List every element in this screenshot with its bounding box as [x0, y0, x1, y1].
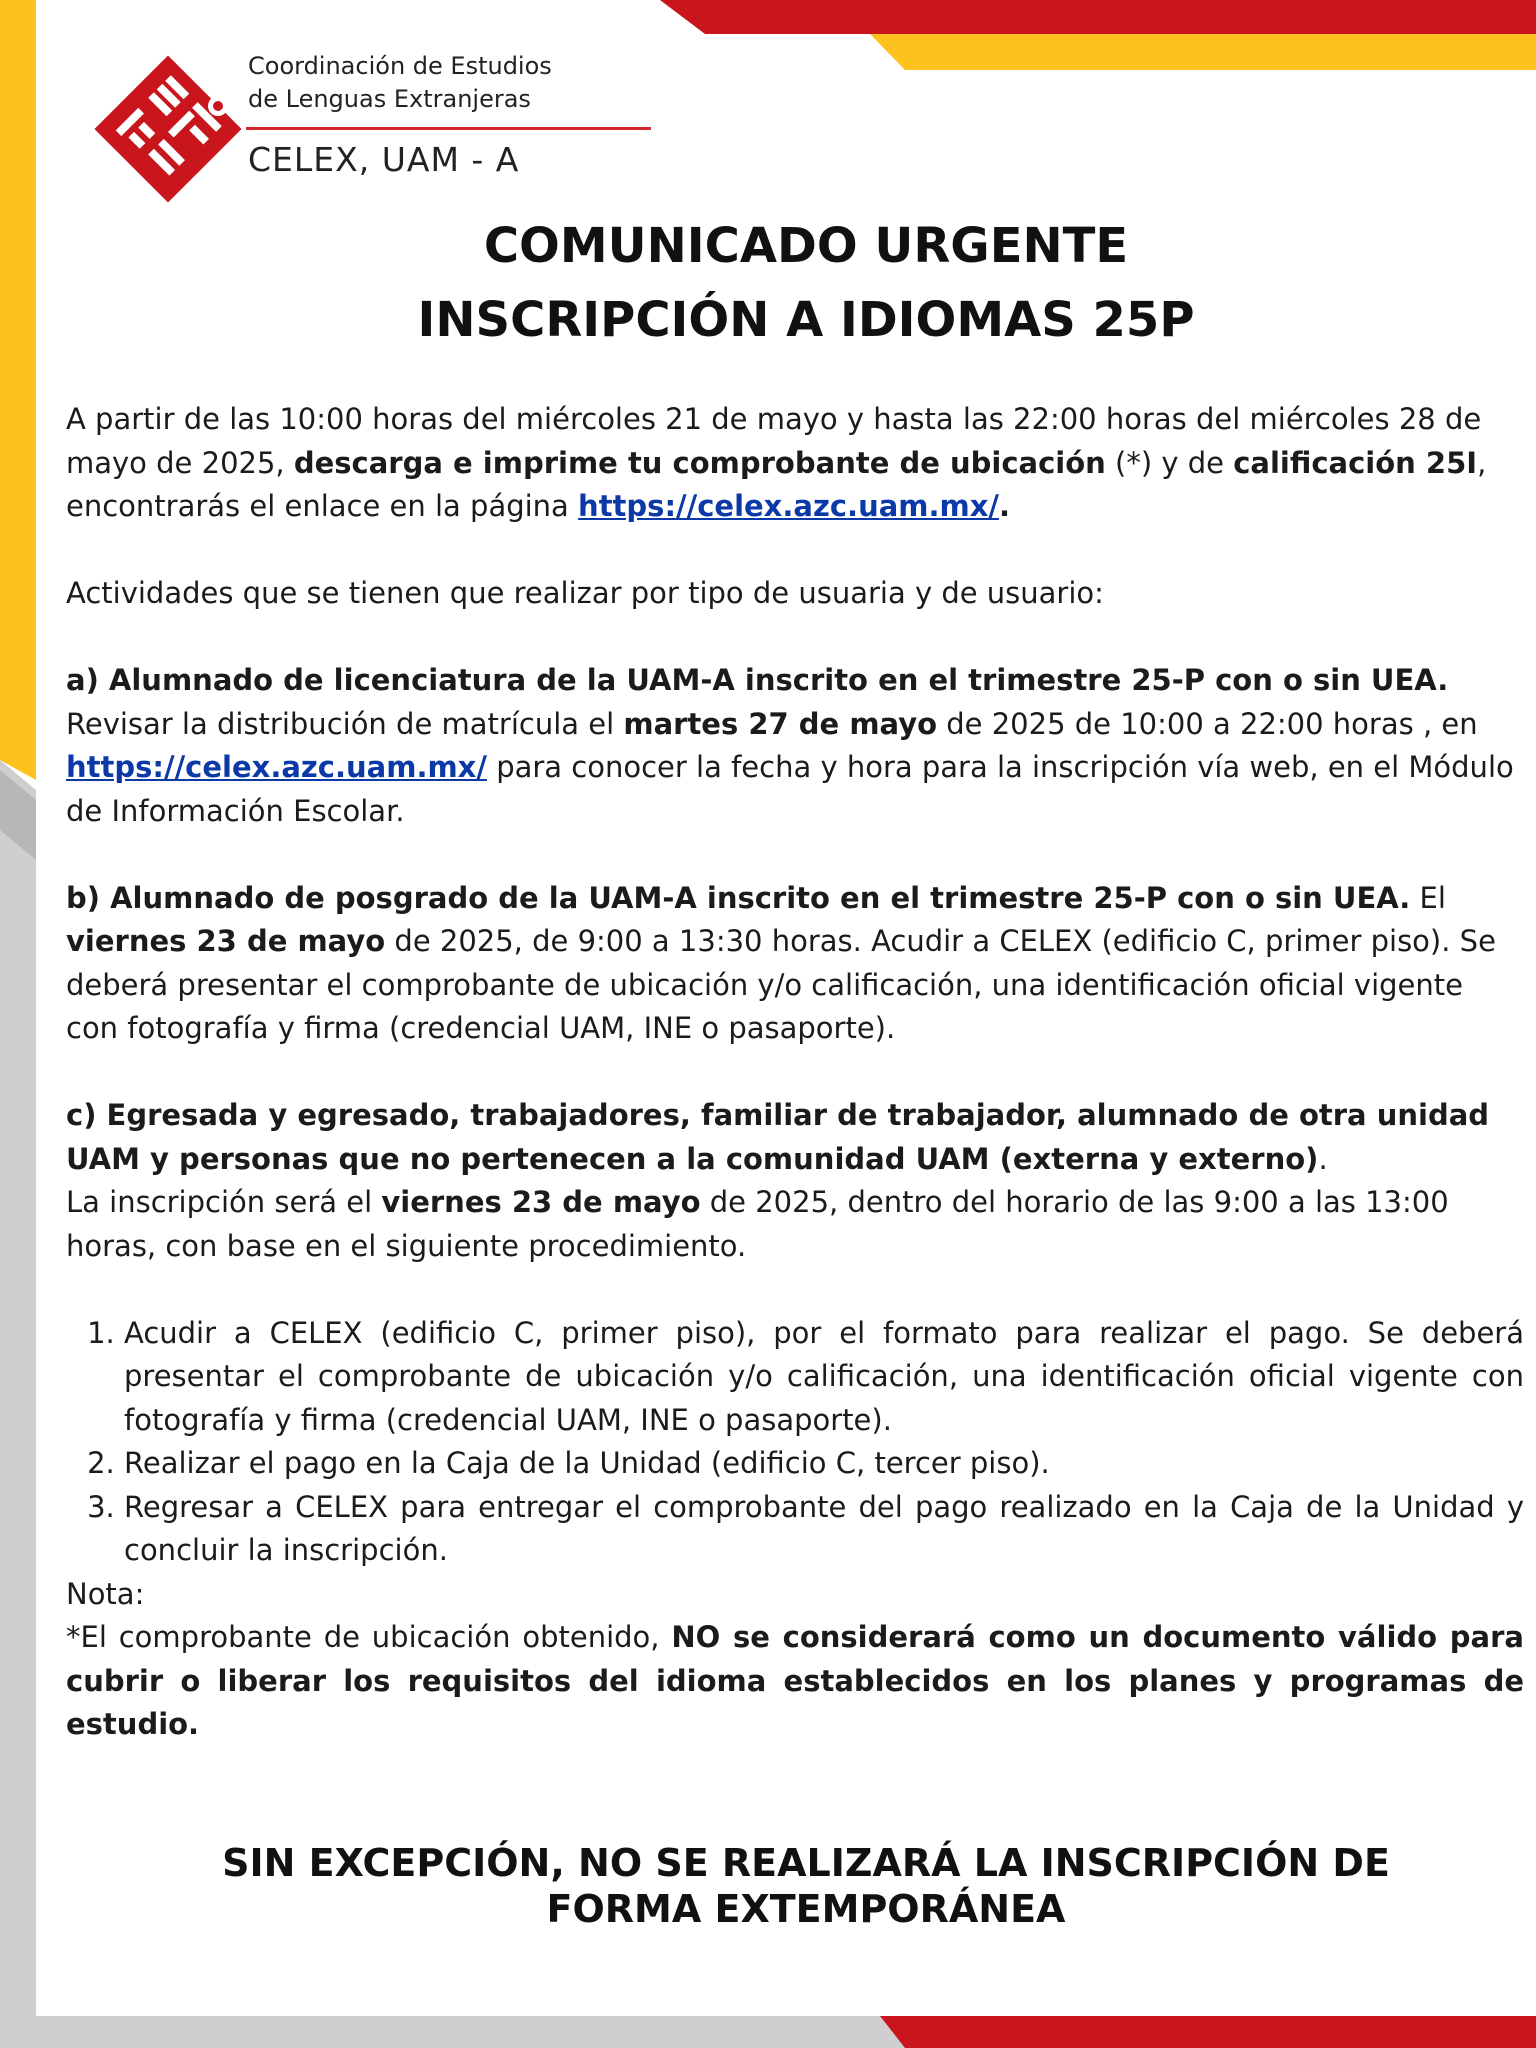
note-text: *El comprobante de ubicación obtenido, NO se considerará como un documento válido para cubrir o liberar los requisitos del idioma establecidos en los planes y programas de estudio.: [66, 1620, 1524, 1741]
section-b: b) Alumnado de posgrado de la UAM-A inscrito en el trimestre 25-P con o sin UEA. El viernes 23 de mayo de 2025, de 9:00 a 13:30 horas. Acudir a CELEX (edificio C, primer piso). Se deberá presentar el comprobante de ubicación y/o calificación, una identificación oficial vigente con fotografía y firma (credencial UAM, INE o pasaporte).: [66, 880, 1496, 1045]
org-name-line2: de Lenguas Extranjeras: [248, 85, 531, 113]
left-yellow-band: [0, 0, 36, 780]
org-short-name: CELEX, UAM - A: [248, 140, 520, 179]
list-item: 1. Acudir a CELEX (edificio C, primer piso), por el formato para realizar el pago. Se deberá presentar el comprobante de ubicación y/o calificación, una identificación oficial vigente con fotografía y firma (credencial UAM, INE o pasaporte).: [124, 1312, 1524, 1443]
celex-link-a[interactable]: https://celex.azc.uam.mx/: [66, 750, 487, 784]
footer-line2: FORMA EXTEMPORÁNEA: [546, 1887, 1066, 1931]
title-line2: INSCRIPCIÓN A IDIOMAS 25P: [417, 292, 1195, 348]
section-b-heading: b) Alumnado de posgrado de la UAM-A inscrito en el trimestre 25-P con o sin UEA.: [66, 880, 1411, 915]
celex-link[interactable]: https://celex.azc.uam.mx/: [578, 489, 1000, 523]
header-logo: [88, 50, 588, 200]
activities-intro: Actividades que se tienen que realizar por tipo de usuaria y de usuario:: [66, 576, 1104, 610]
top-yellow-stripe: [870, 34, 1536, 70]
section-a-heading: a) Alumnado de licenciatura de la UAM-A inscrito en el trimestre 25-P con o sin UEA.: [66, 663, 1449, 697]
intro-paragraph: A partir de las 10:00 horas del miércoles 21 de mayo y hasta las 22:00 horas del miércoles 28 de mayo de 2025, descarga e imprime tu comprobante de ubicación (*) y de calificación 25I, encontrarás el enlace en la página https://celex.azc.uam.mx/.: [66, 402, 1487, 523]
org-name-line1: Coordinación de Estudios: [248, 52, 552, 80]
list-item: 2. Realizar el pago en la Caja de la Unidad (edificio C, tercer piso).: [124, 1442, 1524, 1486]
org-divider: [246, 127, 651, 130]
section-c: c) Egresada y egresado, trabajadores, familiar de trabajador, alumnado de otra unidad UAM y personas que no pertenecen a la comunidad UAM (externa y externo). La inscripción será el viernes 23 de mayo de 2025, dentro del horario de las 9:00 a las 13:00 horas, con base en el siguiente procedimiento.: [66, 1098, 1490, 1263]
footer-line1: SIN EXCEPCIÓN, NO SE REALIZARÁ LA INSCRIPCIÓN DE: [222, 1841, 1390, 1885]
section-c-heading: c) Egresada y egresado, trabajadores, familiar de trabajador, alumnado de otra unidad UAM y personas que no pertenecen a la comunidad UAM (externa y externo): [66, 1098, 1490, 1176]
celex-logo-icon: [88, 54, 248, 204]
top-red-stripe: [660, 0, 1536, 34]
section-a: a) Alumnado de licenciatura de la UAM-A inscrito en el trimestre 25-P con o sin UEA. Revisar la distribución de matrícula el martes 27 de mayo de 2025 de 10:00 a 22:00 horas , en https://celex.azc.uam.mx/ para conocer la fecha y hora para la inscripción vía web, en el Módulo de Información Escolar.: [66, 663, 1514, 828]
title-line1: COMUNICADO URGENTE: [483, 218, 1129, 274]
main-content: [66, 398, 1524, 1747]
procedure-steps: [66, 1312, 1524, 1573]
list-item: 3. Regresar a CELEX para entregar el comprobante del pago realizado en la Caja de la Unidad y concluir la inscripción.: [124, 1486, 1524, 1573]
bottom-red-stripe: [880, 2016, 1536, 2048]
note-label: Nota:: [66, 1576, 145, 1611]
